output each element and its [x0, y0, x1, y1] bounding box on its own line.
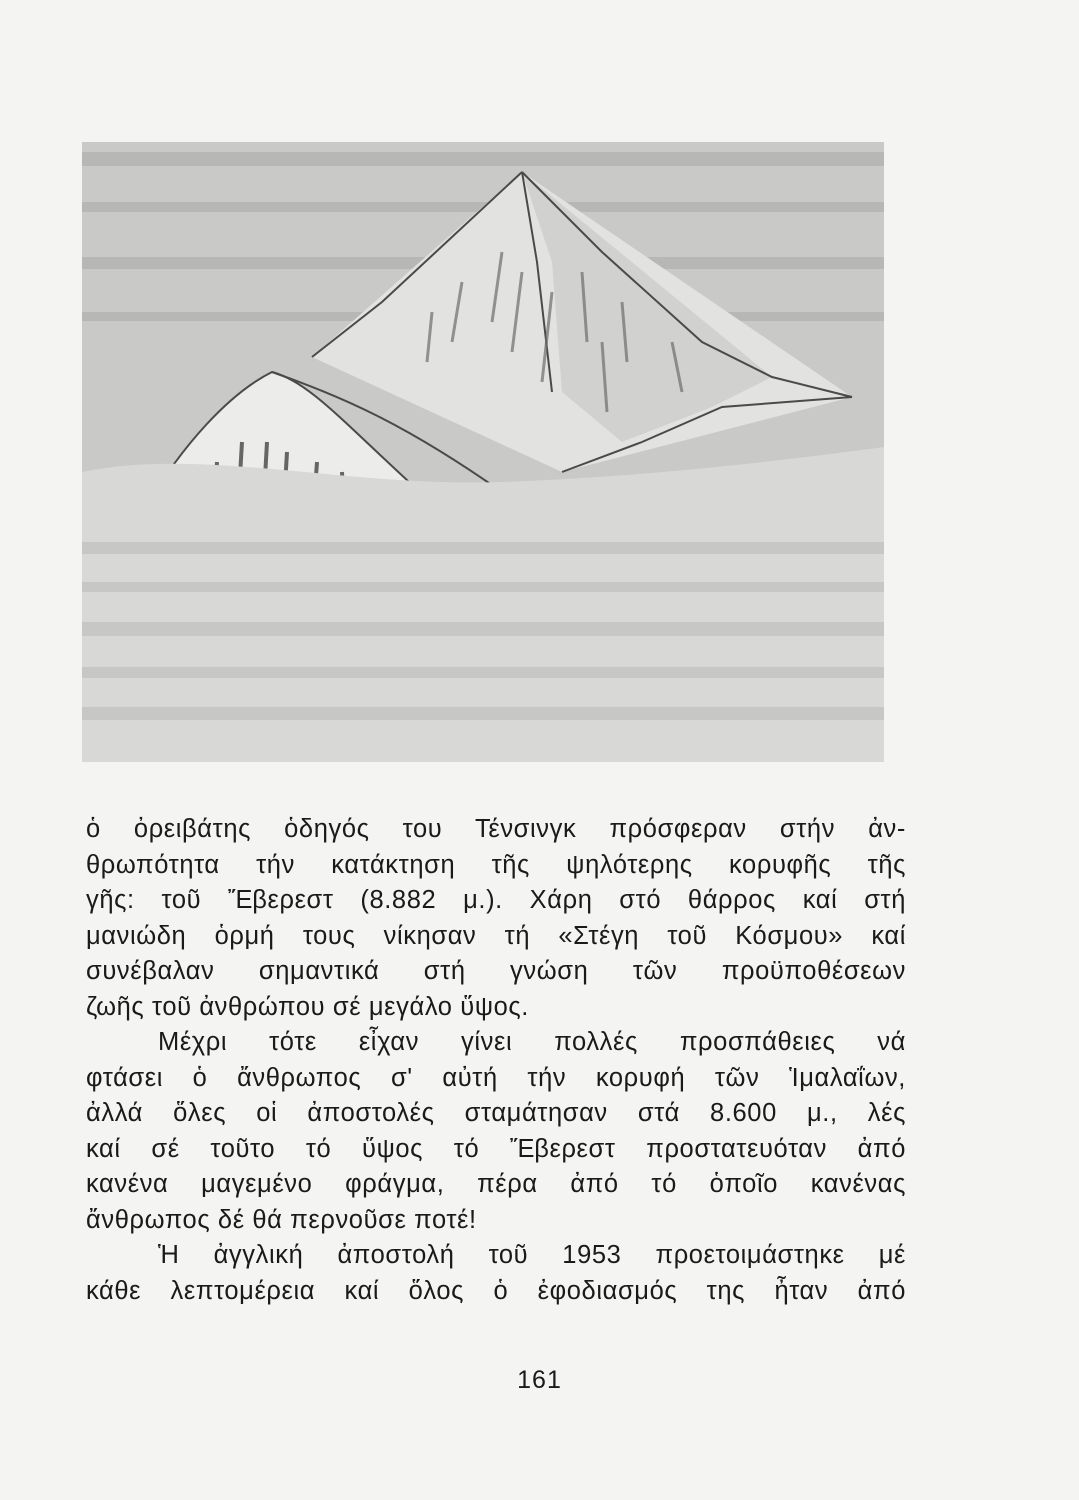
text-line: κανένα μαγεμένο φράγμα, πέρα ἀπό τό ὁποῖο κανένας [86, 1170, 906, 1198]
text-line: Ἡ ἀγγλική ἀποστολή τοῦ 1953 προετοιμάστηκε μέ [158, 1241, 906, 1269]
text-line: κάθε λεπτομέρεια καί ὅλος ὁ ἐφοδιασμός της ἦταν ἀπό [86, 1276, 906, 1305]
text-line: ζωῆς τοῦ ἀνθρώπου σέ μεγάλο ὕψος. [86, 992, 529, 1021]
mountain-drawing [82, 142, 884, 762]
text-line: συνέβαλαν σημαντικά στή γνώση τῶν προϋποθέσεων [86, 957, 906, 985]
text-line: μανιώδη ὁρμή τους νίκησαν τή «Στέγη τοῦ Κόσμου» καί [86, 921, 906, 950]
body-text [86, 812, 906, 1309]
text-line: ὁ ὀρειβάτης ὁδηγός του Τένσινγκ πρόσφεραν στήν ἀν- [86, 815, 906, 843]
everest-illustration [82, 142, 884, 762]
page-number: 161 [517, 1366, 562, 1394]
text-line: ἄνθρωπος δέ θά περνοῦσε ποτέ! [86, 1205, 477, 1234]
text-line: φτάσει ὁ ἄνθρωπος σ' αὐτή τήν κορυφή τῶν Ἱμαλαΐων, [86, 1063, 906, 1092]
text-line: Μέχρι τότε εἶχαν γίνει πολλές προσπάθειες νά [158, 1028, 906, 1056]
text-line: ἀλλά ὅλες οἱ ἀποστολές σταμάτησαν στά 8.600 μ., λές [86, 1099, 906, 1127]
text-line: θρωπότητα τήν κατάκτηση τῆς ψηλότερης κορυφῆς τῆς [86, 850, 906, 879]
text-line: καί σέ τοῦτο τό ὕψος τό Ἔβερεστ προστατευόταν ἀπό [86, 1134, 906, 1163]
text-line: γῆς: τοῦ Ἔβερεστ (8.882 μ.). Χάρη στό θάρρος καί στή [86, 886, 906, 914]
